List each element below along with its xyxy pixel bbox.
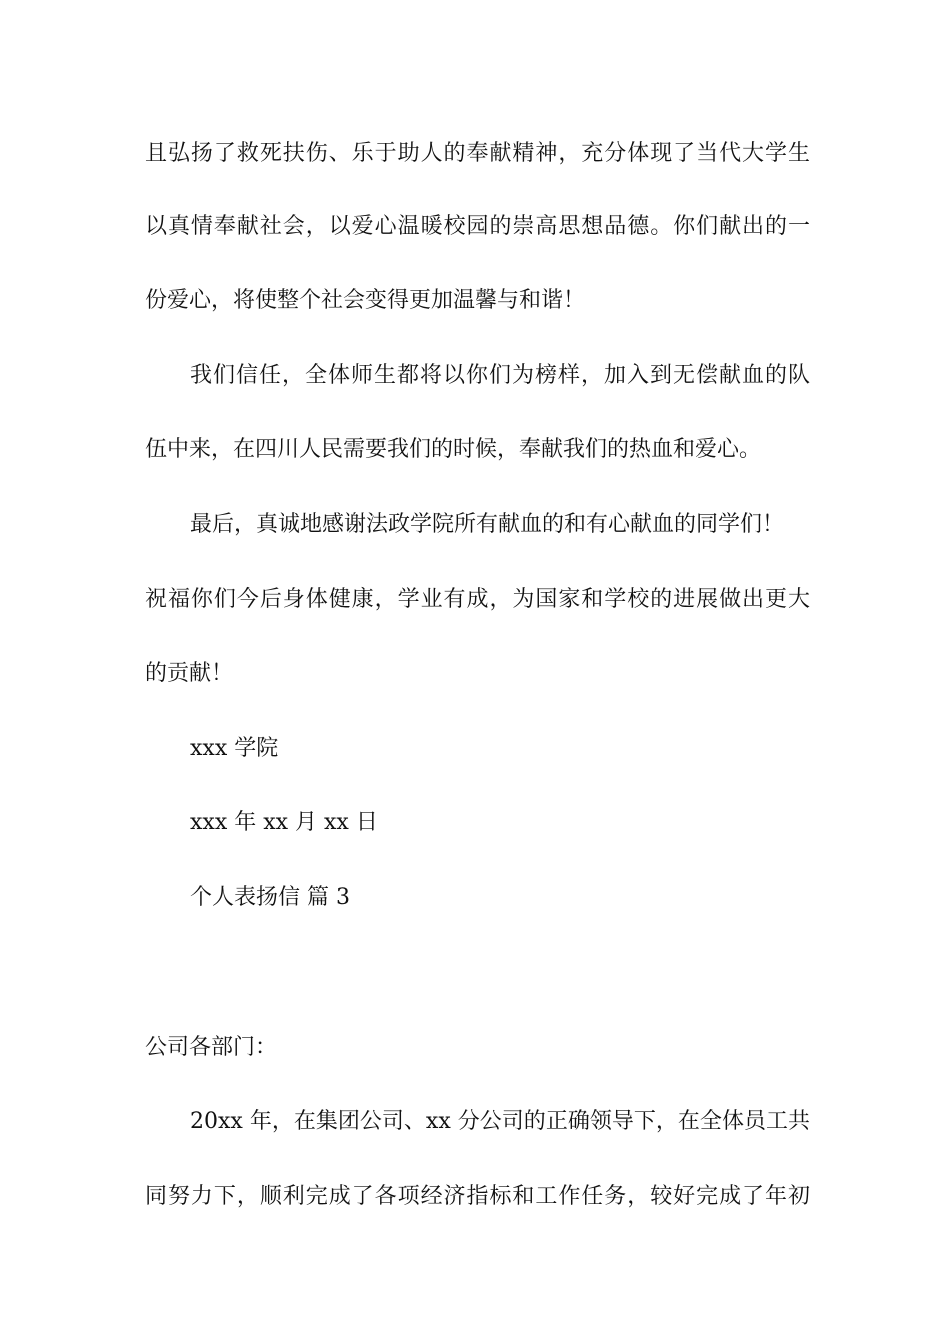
paragraph-line: 我们信任，全体师生都将以你们为榜样，加入到无偿献血的队 [190,363,810,388]
signature-institution: xxx 学院 [190,736,279,761]
section-heading: 个人表扬信 篇 3 [190,885,350,910]
paragraph-line: 同努力下，顺利完成了各项经济指标和工作任务，较好完成了年初 [145,1184,810,1209]
paragraph-line: 以真情奉献社会，以爱心温暖校园的崇高思想品德。你们献出的一 [145,214,810,239]
salutation: 公司各部门： [145,1035,278,1060]
paragraph-line: 最后，真诚地感谢法政学院所有献血的和有心献血的同学们！ [190,512,785,537]
signature-date: xxx 年 xx 月 xx 日 [190,810,378,835]
paragraph-line: 份爱心，将使整个社会变得更加温馨与和谐！ [145,288,586,313]
paragraph-line: 且弘扬了救死扶伤、乐于助人的奉献精神，充分体现了当代大学生 [145,141,810,166]
paragraph-line: 20xx 年，在集团公司、xx 分公司的正确领导下，在全体员工共 [190,1109,810,1134]
paragraph-line: 祝福你们今后身体健康，学业有成，为国家和学校的进展做出更大 [145,587,810,612]
paragraph-line: 的贡献！ [145,661,234,686]
paragraph-line: 伍中来，在四川人民需要我们的时候，奉献我们的热血和爱心。 [145,437,762,462]
